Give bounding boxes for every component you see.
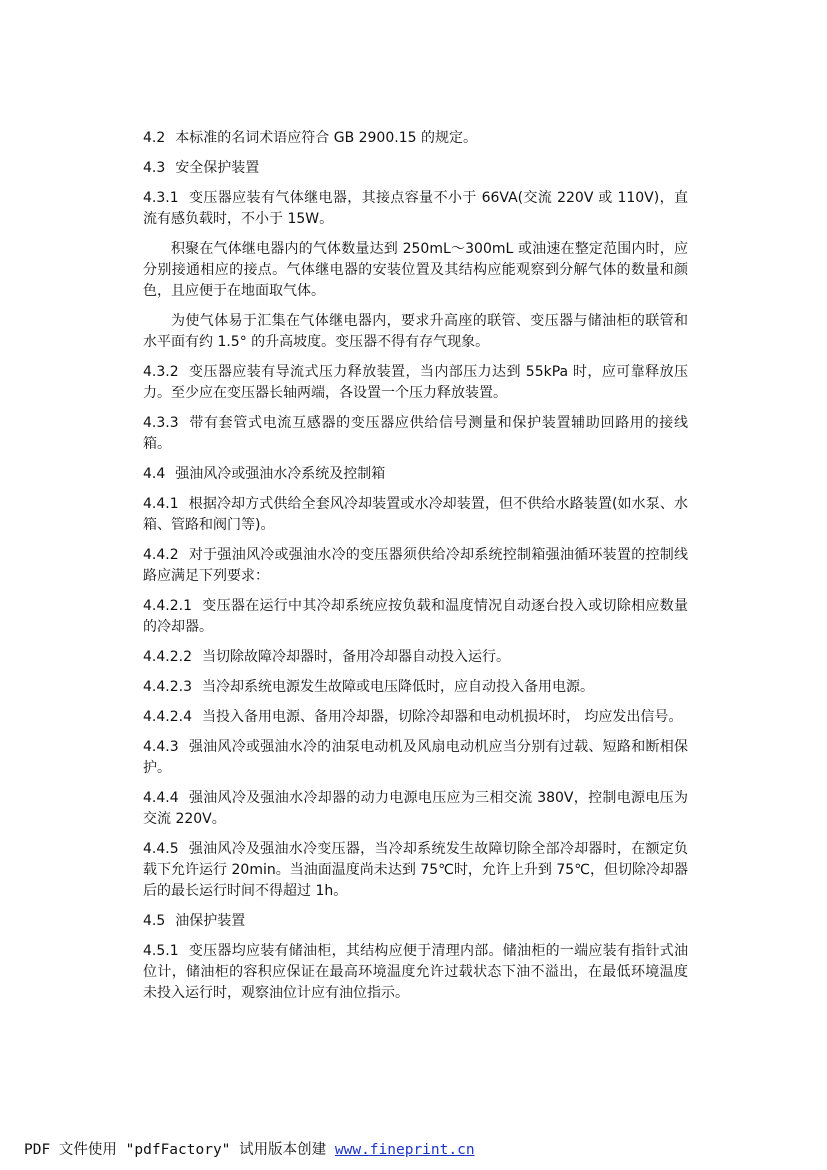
clause-4-5: 4.5 油保护装置 — [143, 913, 246, 929]
clause-4-4-2-3: 4.4.2.3 当冷却系统电源发生故障或电压降低时，应自动投入备用电源。 — [143, 679, 594, 695]
fineprint-link[interactable]: www.fineprint.cn — [334, 1142, 475, 1158]
clause-4-3-1-para-3: 为使气体易于汇集在气体继电器内，要求升高座的联管、变压器与储油柜的联管和水平面有约 1.5° 的升高坡度。变压器不得有存气现象。 — [143, 313, 688, 350]
clause-4-4: 4.4 强油风冷或强油水冷系统及控制箱 — [143, 466, 386, 482]
document-body — [143, 128, 688, 1013]
pdf-footer — [24, 1138, 475, 1159]
clause-4-5-1: 4.5.1 变压器均应装有储油柜，其结构应便于清理内部。储油柜的一端应装有指针式油位计，储油柜的容积应保证在最高环境温度允许过载状态下油不溢出，在最低环境温度未投入运行时，观察油位计应有油位指示。 — [143, 943, 688, 1001]
clause-4-4-2-4: 4.4.2.4 当投入备用电源、备用冷却器，切除冷却器和电动机损坏时， 均应发出信号。 — [143, 709, 683, 725]
clause-4-3: 4.3 安全保护装置 — [143, 160, 260, 176]
clause-4-4-2-1: 4.4.2.1 变压器在运行中其冷却系统应按负载和温度情况自动逐台投入或切除相应数量的冷却器。 — [143, 598, 688, 635]
clause-4-2: 4.2 本标准的名词术语应符合 GB 2900.15 的规定。 — [143, 130, 477, 146]
clause-4-4-2-2: 4.4.2.2 当切除故障冷却器时，备用冷却器自动投入运行。 — [143, 649, 510, 665]
clause-4-3-1-para-2: 积聚在气体继电器内的气体数量达到 250mL～300mL 或油速在整定范围内时，应分别接通相应的接点。气体继电器的安装位置及其结构应能观察到分解气体的数量和颜色，且应便于在地面取气体。 — [143, 241, 688, 299]
clause-4-3-2: 4.3.2 变压器应装有导流式压力释放装置，当内部压力达到 55kPa 时，应可靠释放压力。至少应在变压器长轴两端，各设置一个压力释放装置。 — [143, 364, 688, 401]
clause-4-4-1: 4.4.1 根据冷却方式供给全套风冷却装置或水冷却装置，但不供给水路装置(如水泵、水箱、管路和阀门等)。 — [143, 496, 688, 533]
footer-text: PDF 文件使用 "pdfFactory" 试用版本创建 — [24, 1142, 335, 1158]
clause-4-4-5: 4.4.5 强油风冷及强油水冷变压器，当冷却系统发生故障切除全部冷却器时，在额定负载下允许运行 20min。当油面温度尚未达到 75℃时，允许上升到 75℃，但切除冷却器后的最长运行时间不得超过 1h。 — [143, 841, 688, 899]
clause-4-4-4: 4.4.4 强油风冷及强油水冷却器的动力电源电压应为三相交流 380V，控制电源电压为交流 220V。 — [143, 790, 688, 827]
clause-4-4-2: 4.4.2 对于强油风冷或强油水冷的变压器须供给冷却系统控制箱强油循环装置的控制线路应满足下列要求： — [143, 547, 688, 584]
clause-4-3-1: 4.3.1 变压器应装有气体继电器，其接点容量不小于 66VA(交流 220V 或 110V)，直流有感负载时，不小于 15W。 — [143, 190, 688, 227]
clause-4-4-3: 4.4.3 强油风冷或强油水冷的油泵电动机及风扇电动机应当分别有过载、短路和断相保护。 — [143, 739, 688, 776]
clause-4-3-3: 4.3.3 带有套管式电流互感器的变压器应供给信号测量和保护装置辅助回路用的接线箱。 — [143, 415, 688, 452]
